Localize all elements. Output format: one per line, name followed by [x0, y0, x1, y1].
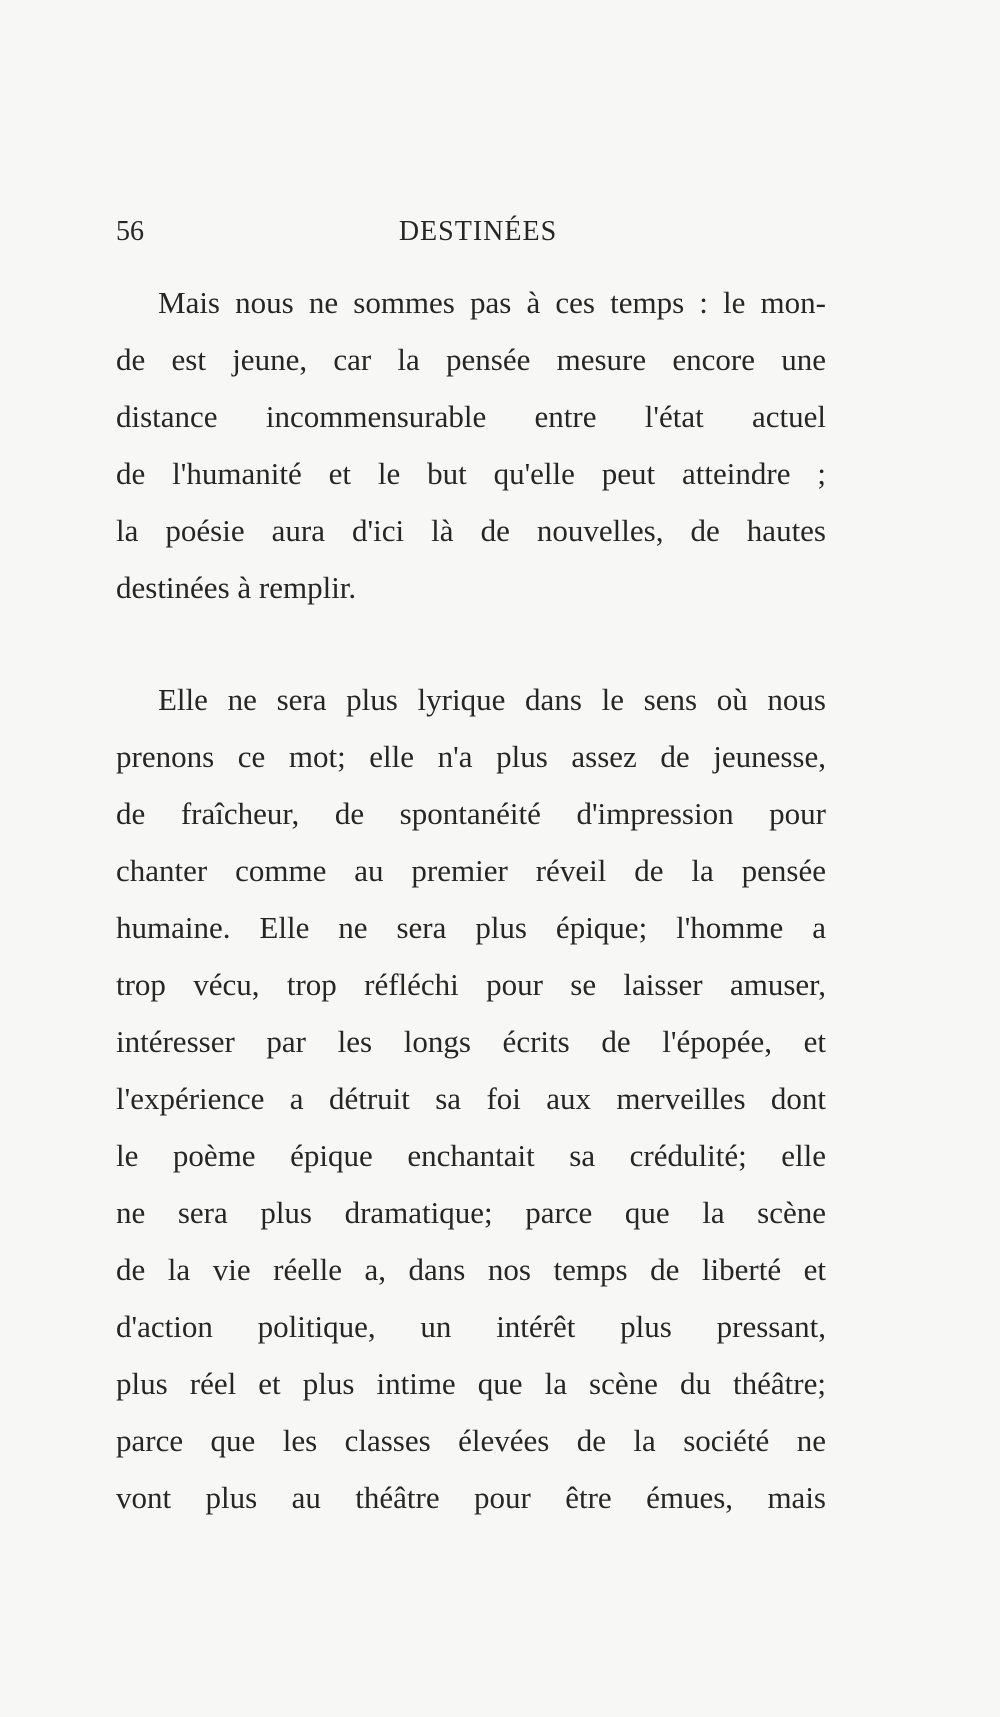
page-number: 56	[116, 216, 144, 247]
running-head-title: DESTINÉES	[398, 216, 558, 247]
text-line: la poésie aura d'ici là de nouvelles, de hautes	[116, 513, 826, 548]
text-line: Mais nous ne sommes pas à ces temps : le mon-	[158, 285, 826, 320]
text-line: de fraîcheur, de spontanéité d'impression pour	[116, 796, 826, 831]
text-line: plus réel et plus intime que la scène du théâtre;	[116, 1366, 826, 1401]
text-line: de la vie réelle a, dans nos temps de liberté et	[116, 1252, 826, 1287]
text-line: le poème épique enchantait sa crédulité; elle	[116, 1138, 826, 1173]
running-head	[116, 212, 826, 252]
text-line: d'action politique, un intérêt plus pressant,	[116, 1309, 826, 1344]
text-line: prenons ce mot; elle n'a plus assez de jeunesse,	[116, 739, 826, 774]
text-line: destinées à remplir.	[116, 570, 357, 605]
text-line: vont plus au théâtre pour être émues, mais	[116, 1480, 826, 1515]
text-line: parce que les classes élevées de la société ne	[116, 1423, 826, 1458]
paragraph-1	[116, 274, 826, 616]
text-line: ne sera plus dramatique; parce que la scène	[116, 1195, 826, 1230]
text-line: l'expérience a détruit sa foi aux merveilles dont	[116, 1081, 826, 1116]
paragraph-2	[116, 671, 826, 1526]
text-line: de l'humanité et le but qu'elle peut atteindre ;	[116, 456, 826, 491]
text-line: intéresser par les longs écrits de l'épopée, et	[116, 1024, 826, 1059]
text-line: distance incommensurable entre l'état actuel	[116, 399, 826, 434]
text-line: de est jeune, car la pensée mesure encore une	[116, 342, 826, 377]
text-line: Elle ne sera plus lyrique dans le sens où nous	[158, 682, 826, 717]
text-line: chanter comme au premier réveil de la pensée	[116, 853, 826, 888]
text-line: humaine. Elle ne sera plus épique; l'homme a	[116, 910, 826, 945]
text-line: trop vécu, trop réfléchi pour se laisser amuser,	[116, 967, 826, 1002]
